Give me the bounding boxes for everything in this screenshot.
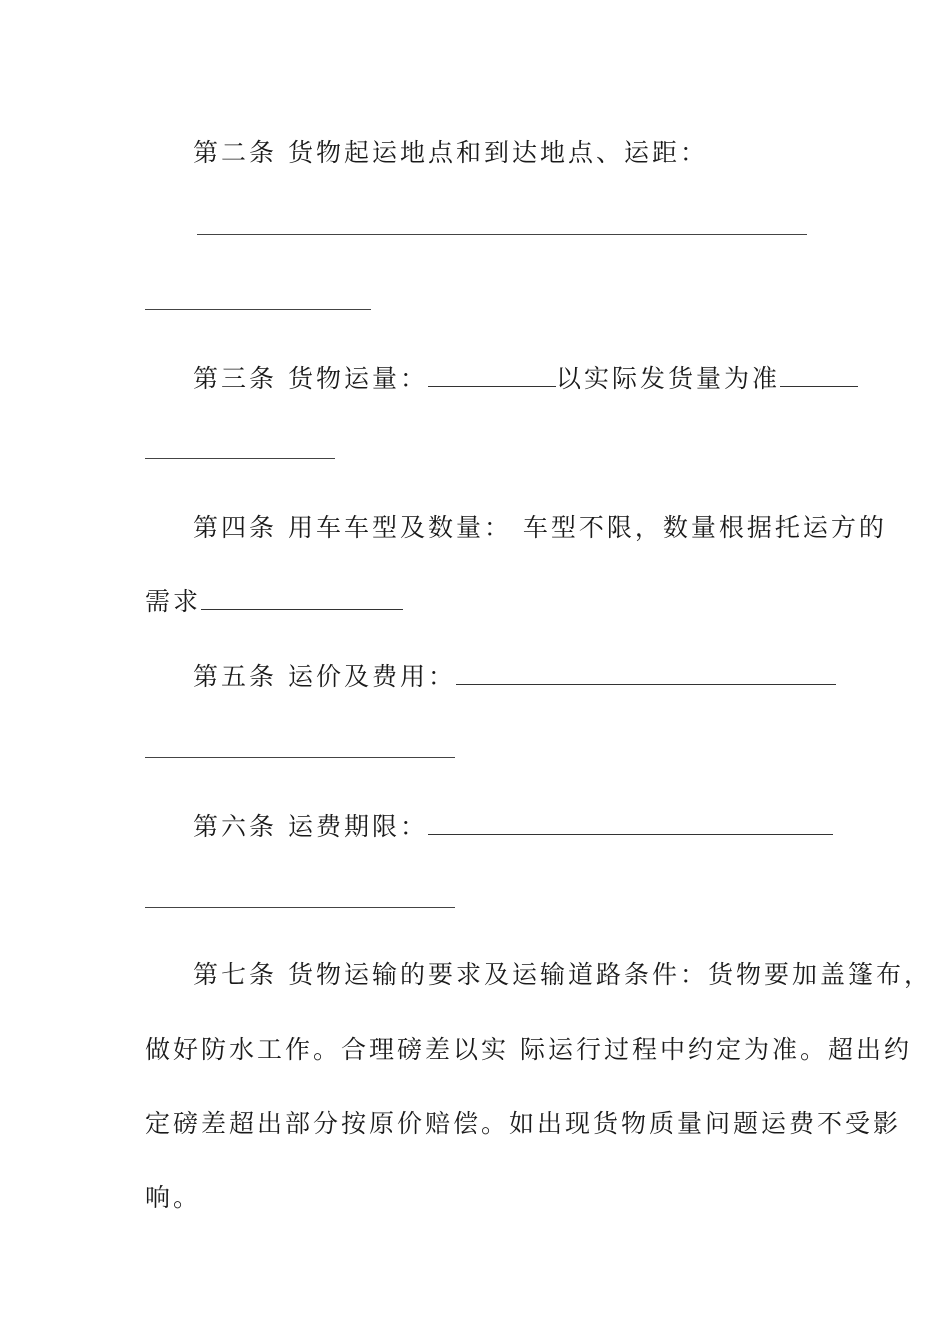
clause-7-text-2: 做好防水工作。合理磅差以实 际运行过程中约定为准。超出约 (145, 1035, 912, 1064)
clause-7-line-1 (193, 960, 932, 990)
clause-5-blank (456, 662, 836, 685)
clause-6-label: 第六条 运费期限： (193, 812, 428, 841)
clause-2-text: 第二条 货物起运地点和到达地点、运距： (193, 138, 708, 167)
clause-7-text-3: 定磅差超出部分按原价赔偿。如出现货物质量问题运费不受影 (145, 1109, 902, 1138)
clause-4-text-1: 第四条 用车车型及数量： 车型不限，数量根据托运方的 (193, 513, 887, 542)
clause-3-middle: 以实际发货量为准 (555, 364, 780, 393)
clause-3-blank-2 (780, 364, 858, 387)
clause-2-blank-line-2 (145, 309, 371, 310)
clause-6 (193, 812, 833, 842)
clause-4-text-2: 需求 (145, 587, 202, 616)
clause-5 (193, 662, 836, 692)
clause-4-blank (201, 587, 403, 610)
clause-7-line-4 (145, 1183, 201, 1213)
clause-3 (193, 364, 858, 394)
clause-3-label: 第三条 货物运量： (193, 364, 428, 393)
clause-6-blank-line (145, 907, 455, 908)
clause-2-blank-line-1 (197, 234, 807, 235)
clause-7-text-1: 第七条 货物运输的要求及运输道路条件：货物要加盖篷布， (193, 960, 932, 989)
clause-7-text-4: 响。 (145, 1183, 202, 1212)
clause-3-blank-line (145, 458, 335, 459)
clause-5-label: 第五条 运价及费用： (193, 662, 456, 691)
clause-4-line-2 (145, 587, 403, 617)
clause-5-blank-line (145, 757, 455, 758)
clause-2 (193, 138, 708, 168)
clause-4-line-1 (193, 513, 887, 543)
clause-3-blank-1 (428, 364, 556, 387)
clause-7-line-3 (145, 1109, 901, 1139)
clause-7-line-2 (145, 1035, 912, 1065)
clause-6-blank (428, 812, 833, 835)
